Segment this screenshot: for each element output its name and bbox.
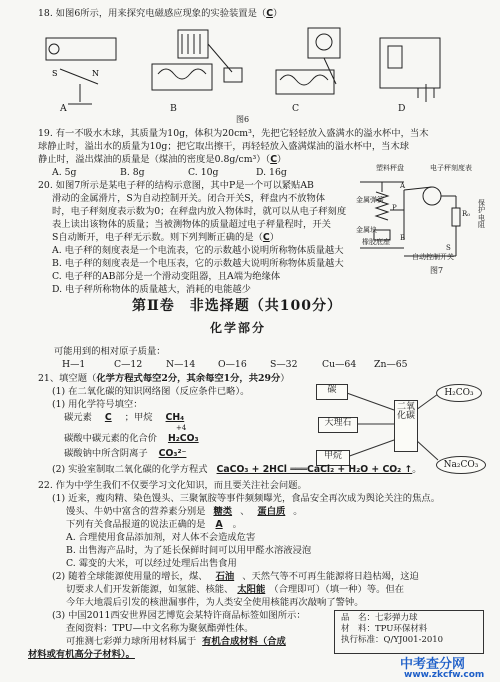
q22-material-answer: 有机合成材料（合成 [202, 636, 286, 647]
product-label-material: 材 料：TPU环保材料 [341, 624, 428, 635]
q22-energy-answer-1: 石油 [215, 571, 235, 582]
fig7-label-pan: 塑料秤盘 [376, 164, 404, 172]
q22-line-10: 今年大地震后引发的核泄漏事件，为人类安全使用核能再次敲响了警钟。 [66, 597, 364, 608]
q18-label-d: D [398, 103, 406, 114]
q21-heading: 21、填空题（化学方程式每空2分，其余每空1分，共29分） [38, 373, 290, 384]
product-label-name: 品 名：七彩弹力球 [341, 613, 418, 623]
atomic-mass-c: C—12 [114, 359, 143, 370]
q19-opt-c: C. 10g [188, 167, 219, 178]
q22-line-1: 22. 作为中学生我们不仅要学习文化知识，而且要关注社会问题。 [38, 480, 307, 491]
q20-line-2: 滑动的金属滑片，S为自动控制开关。闭合开关S，秤盘内不放物体 [52, 193, 326, 204]
q19-opt-a: A. 5g [52, 167, 77, 178]
q22-nutrient-2: 蛋白质 [257, 506, 286, 517]
q22-line-4: 下列有关食品报道的说法正确的是 A 。 [66, 519, 242, 530]
q22-line-3: 馒头、牛奶中富含的营养素分别是 糖类 、 蛋白质 。 [66, 506, 303, 517]
q20-line-5: S自动断开，电子秤无示数。则下列判断正确的是（C） [52, 232, 280, 243]
network-node-na2co3: Na₂CO₃ [436, 456, 486, 474]
q21-part-1: (1) 在二氧化碳的知识网络图（反应条件已略）。 [52, 386, 250, 397]
q20-line-1: 20. 如图7所示是某电子秤的结构示意图，其中P是一个可以紧贴AB [38, 180, 314, 191]
q18-label-c: C [292, 103, 300, 114]
q18-label-b: B [170, 103, 177, 114]
fig7-label-s: S [446, 244, 451, 252]
q20-line-3: 时，电子秤刻度表示数为0；在秤盘内放入物体时，就可以从电子秤刻度 [52, 206, 347, 217]
atomic-mass-zn: Zn—65 [374, 359, 408, 370]
fig7-label-p: P [392, 204, 397, 212]
q18-answer: C [266, 8, 274, 19]
fig7-label-rubber: 橡胶底座 [362, 238, 390, 246]
fig7-label-block: 金属块 [356, 226, 377, 234]
atomic-mass-o: O—16 [218, 359, 247, 370]
q21-valence-mark: +4 [176, 424, 187, 432]
q20-answer: C [262, 232, 270, 243]
atomic-mass-n: N—14 [166, 359, 196, 370]
q21-part-2: (2) 实验室制取二氧化碳的化学方程式 CaCO₃ + 2HCl ═══CaCl₂ + H₂O + CO₂ ↑。 [52, 464, 422, 475]
q22-nutrient-1: 糖类 [213, 506, 233, 517]
network-node-marble: 大理石 [318, 417, 358, 433]
q21-equation-answer: CaCO₃ + 2HCl ═══CaCl₂ + H₂O + CO₂ ↑ [216, 464, 413, 475]
q18-label-s: S [52, 69, 58, 78]
q20-opt-b: B. 电子秤的刻度表是一个电压表，它的示数越大说明所称物体质量越大 [52, 258, 344, 269]
q22-choice-answer: A [215, 519, 223, 530]
q22-line-13: 可推测七彩弹力球所用材料属于 有机合成材料（合成 [66, 636, 286, 647]
atomic-mass-cu: Cu—64 [322, 359, 357, 370]
q22-line-8: (2) 随着全球能源使用量的增长，煤、 石油 、天然气等不可再生能源将日趋枯竭，这迫 [52, 571, 419, 582]
network-node-carbon: 碳 [316, 384, 348, 400]
q22-line-12: 查阅资料：TPU—中文名称为聚氨酯弹性体。 [66, 623, 254, 634]
figure-6-apparatus [40, 24, 460, 124]
fig7-label-switch: 自动控制开关 [412, 253, 454, 261]
fig7-label-b: B [400, 234, 406, 242]
q19-line-1: 19. 有一不吸水木球，其质量为10g，体积为20cm³，先把它轻轻放入盛满水的溢水杯中，当木 [38, 128, 429, 139]
q22-line-11: (3) 中国2011西安世界园艺博览会某特许商品标签如图所示： [52, 610, 306, 621]
q20-opt-a: A. 电子秤的刻度表是一个电流表，它的示数越小说明所称物体质量越大 [52, 245, 344, 256]
figure-7-caption: 图7 [430, 266, 444, 275]
q19-line-2: 球静止时，溢出水的质量为10g；把它取出擦干，再轻轻放入盛满煤油的溢水杯中，当木球 [38, 141, 410, 152]
q20-line-4: 表上读出该物体的质量；当被测物体的质量超过电子秤量程时，开关 [52, 219, 331, 230]
fig7-label-protect: 保护电阻 [478, 199, 485, 230]
q18-label-n: N [92, 69, 99, 78]
atomic-mass-s: S—32 [270, 359, 298, 370]
q21-methane-answer: CH₄ [165, 412, 185, 423]
atomic-mass-intro: 可能用到的相对原子质量： [54, 346, 166, 357]
fig7-label-scale: 电子秤刻度表 [430, 164, 472, 172]
part-2-title: 第Ⅱ卷 非选择题（共100分） [132, 298, 343, 314]
fig7-label-spring: 金属弹簧 [356, 196, 384, 204]
q20-opt-d: D. 电子秤所称物体的质量越大，消耗的电能越少 [52, 284, 251, 295]
q22-opt-a: A. 合理使用食品添加剂，对人体不会造成危害 [66, 532, 256, 543]
q22-opt-c: C. 霉变的大米，可以经过处理后出售食用 [66, 558, 237, 569]
q22-energy-answer-2: 太阳能 [237, 584, 266, 595]
atomic-mass-h: H—1 [62, 359, 86, 370]
watermark-cn: 中考查分网 [400, 657, 466, 672]
product-label-standard: 执行标准：Q/YJ001-2010 [341, 635, 444, 646]
q21-ion-answer: CO₃²⁻ [158, 448, 187, 459]
q21-part-1a: (1) 用化学符号填空： [52, 399, 143, 410]
figure-6-caption: 图6 [236, 115, 250, 124]
q22-opt-b: B. 出售海产品时，为了延长保鲜时间可以用甲醛水溶液浸泡 [66, 545, 312, 556]
product-label [334, 610, 484, 654]
q21-valence-line: 碳酸中碳元素的化合价 H₂CO₃ [64, 433, 207, 445]
q21-ion-line: 碳酸钠中所含阴离子 CO₃²⁻ [64, 448, 194, 460]
network-node-h2co3: H₂CO₃ [436, 384, 482, 402]
q21-carbon-line: 碳元素 C ；甲烷 CH₄ [64, 412, 194, 424]
q22-line-14: 材料或有机高分子材料）。 [28, 649, 135, 660]
q19-opt-b: B. 8g [120, 167, 145, 178]
q18-label-a: A [60, 103, 67, 114]
chemistry-subtitle: 化学部分 [210, 321, 267, 335]
q21-valence-answer: H₂CO₃ [167, 433, 199, 444]
q20-opt-c: C. 电子秤的AB部分是一个滑动变阻器，且A端为绝缘体 [52, 271, 281, 282]
q21-carbon-answer: C [104, 412, 112, 423]
watermark-url: www.zkcfw.com [404, 670, 485, 680]
network-node-methane: 甲烷 [316, 450, 350, 466]
network-node-co2: 二氧化碳 [394, 400, 418, 452]
q22-line-9: 切要求人们开发新能源，如氢能、核能、 太阳能 （合理即可）（填一种）等。但在 [66, 584, 405, 595]
fig7-label-r0: R₀ [462, 210, 471, 218]
q18-stem: 18. 如图6所示，用来探究电磁感应现象的实验装置是（C） [38, 8, 283, 19]
q19-answer: C [270, 154, 278, 165]
fig7-label-a: A [400, 182, 406, 190]
q22-line-2: (1) 近来，瘦肉精、染色馒头、三聚氰胺等事件频频曝光，食品安全再次成为舆论关注的焦点。 [52, 493, 440, 504]
q19-opt-d: D. 16g [256, 167, 287, 178]
q19-line-3: 静止时，溢出煤油的质量是（煤油的密度是0.8g/cm³）（C） [38, 154, 287, 165]
